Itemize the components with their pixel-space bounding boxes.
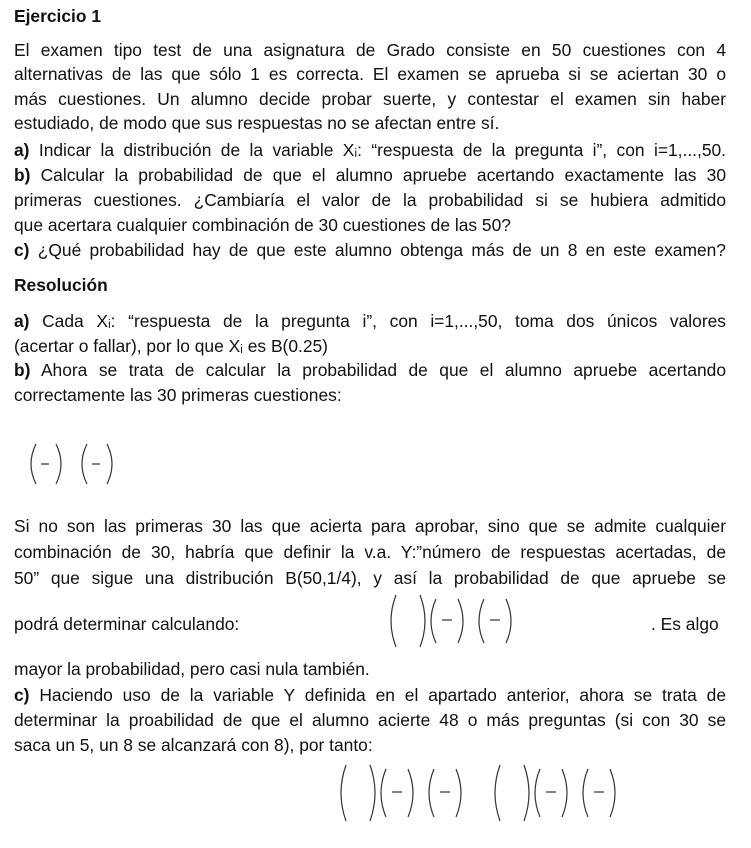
binomial-coefficient-placeholder xyxy=(386,593,536,649)
statement-line: más cuestiones. Un alumno decide probar suerte, y contestar el examen sin haber xyxy=(14,89,726,109)
resolution-b xyxy=(14,358,726,382)
binomial-sum-placeholder xyxy=(336,763,636,823)
calc-label: podrá determinar calculando: xyxy=(14,614,240,634)
exercise-title: Ejercicio 1 xyxy=(14,6,102,26)
resolution-c xyxy=(14,683,726,707)
resolution-title: Resolución xyxy=(14,275,108,295)
resolution-b-cont: 50” que sigue una distribución B(50,1/4), y así la probabilidad de que apruebe se xyxy=(14,568,726,588)
question-a xyxy=(14,138,726,162)
resolution-text: Ahora se trata de calcular la probabilidad de que el alumno apruebe acertando xyxy=(40,360,727,380)
resolution-text: Cada Xᵢ: “respuesta de la pregunta i”, con i=1,...,50, toma dos únicos valores xyxy=(42,311,726,331)
resolution-b-line: correctamente las 30 primeras cuestiones: xyxy=(14,385,342,405)
question-text: Indicar la distribución de la variable Xᵢ: “respuesta de la pregunta i”, con i=1,...,50. xyxy=(38,140,726,160)
statement-line: alternativas de las que sólo 1 es correcta. El examen se aprueba si se aciertan 30 o xyxy=(14,64,726,84)
question-b xyxy=(14,163,726,187)
question-b-line: que acertara cualquier combinación de 30 cuestiones de las 50? xyxy=(14,215,511,235)
question-label: c) xyxy=(14,240,30,260)
question-text: Calcular la probabilidad de que el alumno apruebe acertando exactamente las 30 xyxy=(40,165,726,185)
resolution-a-line: (acertar o fallar), por lo que Xᵢ es B(0.25) xyxy=(14,336,328,356)
resolution-label: c) xyxy=(14,685,30,705)
resolution-c-line: determinar la proabilidad de que el alumno acierte 48 o más preguntas (si con 30 se xyxy=(14,710,726,730)
resolution-b-cont: combinación de 30, habría que definir la v.a. Y:”número de respuestas acertadas, de xyxy=(14,542,726,562)
question-c xyxy=(14,238,726,262)
resolution-label: b) xyxy=(14,360,31,380)
calc-tail: . Es algo xyxy=(651,614,719,634)
resolution-text: Haciendo uso de la variable Y definida en el apartado anterior, ahora se trata de xyxy=(39,685,726,705)
resolution-c-line: saca un 5, un 8 se alcanzará con 8), por tanto: xyxy=(14,735,373,755)
resolution-b-cont: Si no son las primeras 30 las que acierta para aprobar, sino que se admite cualquier xyxy=(14,516,726,536)
question-text: ¿Qué probabilidad hay de que este alumno obtenga más de un 8 en este examen? xyxy=(37,240,726,260)
resolution-a xyxy=(14,309,726,333)
statement-line: estudiado, de modo que sus respuestas no se afectan entre sí. xyxy=(14,113,500,133)
statement-line: El examen tipo test de una asignatura de Grado consiste en 50 cuestiones con 4 xyxy=(14,40,726,60)
question-b-line: primeras cuestiones. ¿Cambiaría el valor de la probabilidad si se hubiera admitido xyxy=(14,190,726,210)
binomial-fraction-placeholder xyxy=(26,440,126,490)
question-label: b) xyxy=(14,165,31,185)
resolution-label: a) xyxy=(14,311,30,331)
resolution-b-end: mayor la probabilidad, pero casi nula también. xyxy=(14,659,370,679)
question-label: a) xyxy=(14,140,30,160)
